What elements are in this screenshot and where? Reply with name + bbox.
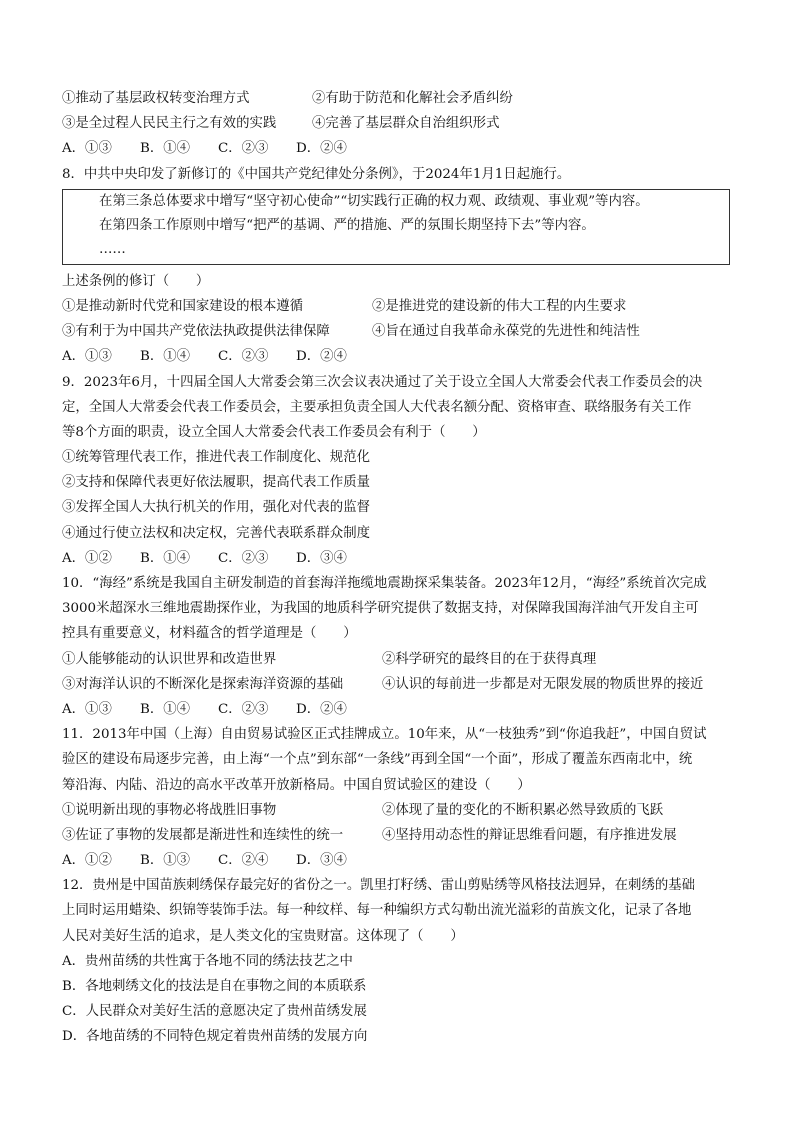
q7-option-3: ③是全过程人民民主行之有效的实践 (62, 116, 277, 132)
q11-options-row-2 (62, 823, 732, 848)
q7-options-row-2 (62, 111, 732, 136)
q7-choice-a[interactable]: A．①③ (62, 141, 112, 157)
q7-option-4: ④完善了基层群众自治组织形式 (312, 116, 500, 132)
q11-choice-b[interactable]: B．①③ (140, 853, 191, 869)
q7-options-row-1 (62, 86, 732, 111)
q11-stem-line-3: 筹沿海、内陆、沿边的高水平改革开放新格局。中国自贸试验区的建设（ ） (62, 777, 531, 793)
q7-choices (62, 136, 732, 161)
q10-options-row-2 (62, 672, 732, 697)
q12-stem-line-2: 上同时运用蜡染、织锦等装饰手法。每一种纹样、每一种编织方式勾勒出流光溢彩的苗族文化，记录了各地 (62, 903, 692, 919)
q11-choice-a[interactable]: A．①② (62, 853, 112, 869)
q8-choice-a[interactable]: A．①③ (62, 349, 112, 365)
q8-material-box (62, 189, 730, 265)
q7-option-1: ①推动了基层政权转变治理方式 (62, 91, 250, 106)
q10-choice-b[interactable]: B．①④ (140, 701, 191, 717)
q9-choice-b[interactable]: B．①④ (140, 550, 191, 566)
q8-question: 上述条例的修订（ ） (62, 273, 210, 289)
q9-option-3: ③发挥全国人大执行机关的作用，强化对代表的监督 (62, 500, 370, 516)
q8-option-3: ③有利于为中国共产党依法执政提供法律保障 (62, 324, 330, 340)
q12-choice-c[interactable]: C．人民群众对美好生活的意愿决定了贵州苗绣发展 (62, 1004, 367, 1020)
q8-material-line-2: 在第四条工作原则中增写“把严的基调、严的措施、严的氛围长期坚持下去”等内容。 (99, 217, 595, 233)
q11-option-4: ④坚持用动态性的辩证思维看问题，有序推进发展 (382, 827, 677, 843)
q10-option-2: ②科学研究的最终目的在于获得真理 (382, 651, 597, 667)
q10-option-3: ③对海洋认识的不断深化是探索海洋资源的基础 (62, 676, 344, 692)
q8-choices (62, 344, 732, 369)
q9-option-2: ②支持和保障代表更好依法履职，提高代表工作质量 (62, 475, 370, 491)
q10-stem-line-2: 3000米超深水三维地震勘探作业，为我国的地质科学研究提供了数据支持，对保障我国海洋油气开发自主可 (62, 601, 699, 617)
q12-stem-line-1: 12．贵州是中国苗族刺绣保存最完好的省份之一。凯里打籽绣、雷山剪贴绣等风格技法迥异，在刺绣的基础 (62, 878, 696, 894)
q11-options-row-1 (62, 798, 732, 823)
q11-option-1: ①说明新出现的事物必将战胜旧事物 (62, 802, 277, 818)
q8-option-4: ④旨在通过自我革命永葆党的先进性和纯洁性 (372, 324, 640, 340)
q8-option-2: ②是推进党的建设新的伟大工程的内生要求 (372, 298, 627, 314)
q11-stem-line-1: 11．2013年中国（上海）自由贸易试验区正式挂牌成立。10年来，从“一枝独秀”到“你追我赶”，中国自贸试 (62, 727, 707, 743)
q11-option-2: ②体现了量的变化的不断积累必然导致质的飞跃 (382, 802, 664, 818)
q10-options-row-1 (62, 647, 732, 672)
q9-stem-line-3: 等8个方面的职责，设立全国人大常委会代表工作委员会有利于（ ） (62, 424, 486, 440)
q9-choice-c[interactable]: C．②③ (218, 550, 269, 566)
q8-material-line-1: 在第三条总体要求中增写“坚守初心使命”“切实践行正确的权力观、政绩观、事业观”等内容。 (99, 193, 649, 209)
q12-stem-line-3: 人民对美好生活的追求，是人类文化的宝贵财富。这体现了（ ） (62, 928, 464, 944)
q10-choice-c[interactable]: C．②③ (218, 701, 269, 717)
q9-choice-d[interactable]: D．③④ (296, 550, 347, 566)
q10-choice-a[interactable]: A．①③ (62, 701, 112, 717)
q8-choice-b[interactable]: B．①④ (140, 349, 191, 365)
q11-stem-line-2: 验区的建设布局逐步完善，由上海“一个点”到东部“一条线”再到全国“一个面”，形成了覆盖东西南北中，统 (62, 752, 693, 768)
q11-option-3: ③佐证了事物的发展都是渐进性和连续性的统一 (62, 827, 344, 843)
q9-choice-a[interactable]: A．①② (62, 550, 112, 566)
q12-choice-b[interactable]: B．各地刺绣文化的技法是自在事物之间的本质联系 (62, 979, 367, 994)
q9-stem-line-1: 9．2023年6月，十四届全国人大常委会第三次会议表决通过了关于设立全国人大常委会代表工作委员会的决 (62, 374, 703, 390)
q8-options-row-1 (62, 294, 732, 319)
q12-choice-a[interactable]: A．贵州苗绣的共性寓于各地不同的绣法技艺之中 (62, 953, 353, 969)
q10-stem-line-1: 10．“海经”系统是我国自主研发制造的首套海洋拖缆地震勘探采集装备。2023年12月，“海经”系统首次完成 (62, 576, 707, 591)
q8-choice-d[interactable]: D．②④ (296, 349, 347, 365)
q8-material-ellipsis: …… (99, 241, 126, 257)
q10-option-4: ④认识的每前进一步都是对无限发展的物质世界的接近 (382, 676, 704, 692)
q10-choices (62, 697, 732, 722)
q12-choice-d[interactable]: D．各地苗绣的不同特色规定着贵州苗绣的发展方向 (62, 1029, 368, 1045)
q8-options-row-2 (62, 319, 732, 344)
q8-choice-c[interactable]: C．②③ (218, 349, 269, 365)
q9-option-1: ①统筹管理代表工作，推进代表工作制度化、规范化 (62, 450, 370, 466)
q7-choice-c[interactable]: C．②③ (218, 141, 269, 157)
q9-stem-line-2: 定，全国人大常委会代表工作委员会，主要承担负责全国人大代表名额分配、资格审查、联络服务有关工作 (62, 399, 692, 415)
q11-choice-c[interactable]: C．②④ (218, 853, 269, 869)
exam-page (62, 86, 732, 1050)
q8-stem: 8．中共中央印发了新修订的《中国共产党纪律处分条例》，于2024年1月1日起施行。 (62, 166, 571, 182)
q7-choice-b[interactable]: B．①④ (140, 141, 191, 157)
q7-choice-d[interactable]: D．②④ (296, 141, 347, 157)
q10-choice-d[interactable]: D．②④ (296, 701, 347, 717)
q9-option-4: ④通过行使立法权和决定权，完善代表联系群众制度 (62, 525, 370, 541)
q8-option-1: ①是推动新时代党和国家建设的根本遵循 (62, 298, 304, 314)
q11-choices (62, 848, 732, 873)
q10-option-1: ①人能够能动的认识世界和改造世界 (62, 651, 277, 667)
q9-choices (62, 546, 732, 571)
q10-stem-line-3: 控具有重要意义，材料蕴含的哲学道理是（ ） (62, 626, 357, 642)
q7-option-2: ②有助于防范和化解社会矛盾纠纷 (312, 91, 513, 106)
q11-choice-d[interactable]: D．③④ (296, 853, 347, 869)
